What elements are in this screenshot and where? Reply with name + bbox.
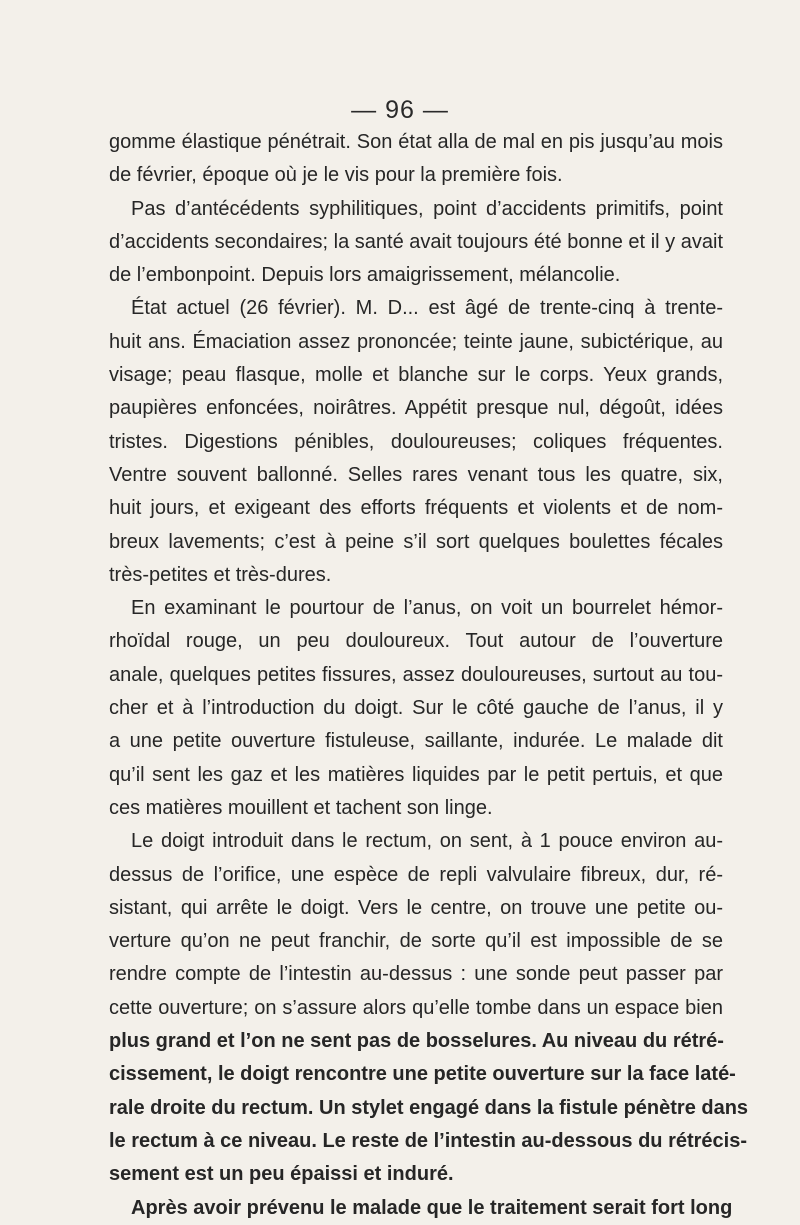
text-line: d’accidents secondaires; la santé avait toujours été bonne et il y avait [109,230,723,253]
text-line: breux lavements; c’est à peine s’il sort quelques boulettes fécales [109,530,723,553]
text-line: huit ans. Émaciation assez prononcée; teinte jaune, subictérique, au [109,330,723,353]
text-line: très-petites et très-dures. [109,563,332,586]
text-line: État actuel (26 février). M. D... est âgé de trente-cinq à trente- [131,297,723,320]
text-line: En examinant le pourtour de l’anus, on voit un bourrelet hémor- [131,597,723,620]
text-line: plus grand et l’on ne sent pas de bosselures. Au niveau du rétré- [109,1030,724,1053]
body-text [109,126,749,1225]
text-line: sement est un peu épaissi et induré. [109,1163,454,1186]
text-line: sistant, qui arrête le doigt. Vers le centre, on trouve une petite ou- [109,896,723,919]
text-line: a une petite ouverture fistuleuse, saillante, indurée. Le malade dit [109,730,723,753]
text-line: dessus de l’orifice, une espèce de repli valvulaire fibreux, dur, ré- [109,863,723,886]
text-line: de février, époque où je le vis pour la première fois. [109,164,563,187]
text-line: Ventre souvent ballonné. Selles rares venant tous les quatre, six, [109,463,723,486]
text-line: anale, quelques petites fissures, assez douloureuses, surtout au tou- [109,663,723,686]
page-number: — 96 — [351,96,449,124]
text-line: rhoïdal rouge, un peu douloureux. Tout autour de l’ouverture [109,630,723,653]
text-line: rale droite du rectum. Un stylet engagé dans la fistule pénètre dans [109,1096,749,1119]
text-line: rendre compte de l’intestin au-dessus : une sonde peut passer par [109,963,723,986]
text-line: visage; peau flasque, molle et blanche sur le corps. Yeux grands, [109,364,723,387]
text-line: cher et à l’introduction du doigt. Sur le côté gauche de l’anus, il y [109,697,723,720]
text-line: tristes. Digestions pénibles, douloureuses; coliques fréquentes. [109,430,723,453]
text-line: paupières enfoncées, noirâtres. Appétit presque nul, dégoût, idées [109,397,723,420]
text-line: Pas d’antécédents syphilitiques, point d’accidents primitifs, point [131,197,723,220]
text-line: le rectum à ce niveau. Le reste de l’intestin au-dessous du rétrécis- [109,1129,748,1152]
text-line: verture qu’on ne peut franchir, de sorte qu’il est impossible de se [109,930,723,953]
text-line: Le doigt introduit dans le rectum, on sent, à 1 pouce environ au- [131,830,723,853]
text-line: cissement, le doigt rencontre une petite ouverture sur la face laté- [109,1063,736,1086]
text-line: cette ouverture; on s’assure alors qu’elle tombe dans un espace bien [109,996,723,1019]
text-line: de l’embonpoint. Depuis lors amaigrissement, mélancolie. [109,264,621,287]
text-line: ces matières mouillent et tachent son linge. [109,796,493,819]
text-line: huit jours, et exigeant des efforts fréquents et violents et de nom- [109,497,723,520]
text-line: qu’il sent les gaz et les matières liquides par le petit pertuis, et que [109,763,723,786]
text-line: gomme élastique pénétrait. Son état alla de mal en pis jusqu’au mois [109,131,723,153]
text-line: Après avoir prévenu le malade que le traitement serait fort long [131,1196,733,1219]
